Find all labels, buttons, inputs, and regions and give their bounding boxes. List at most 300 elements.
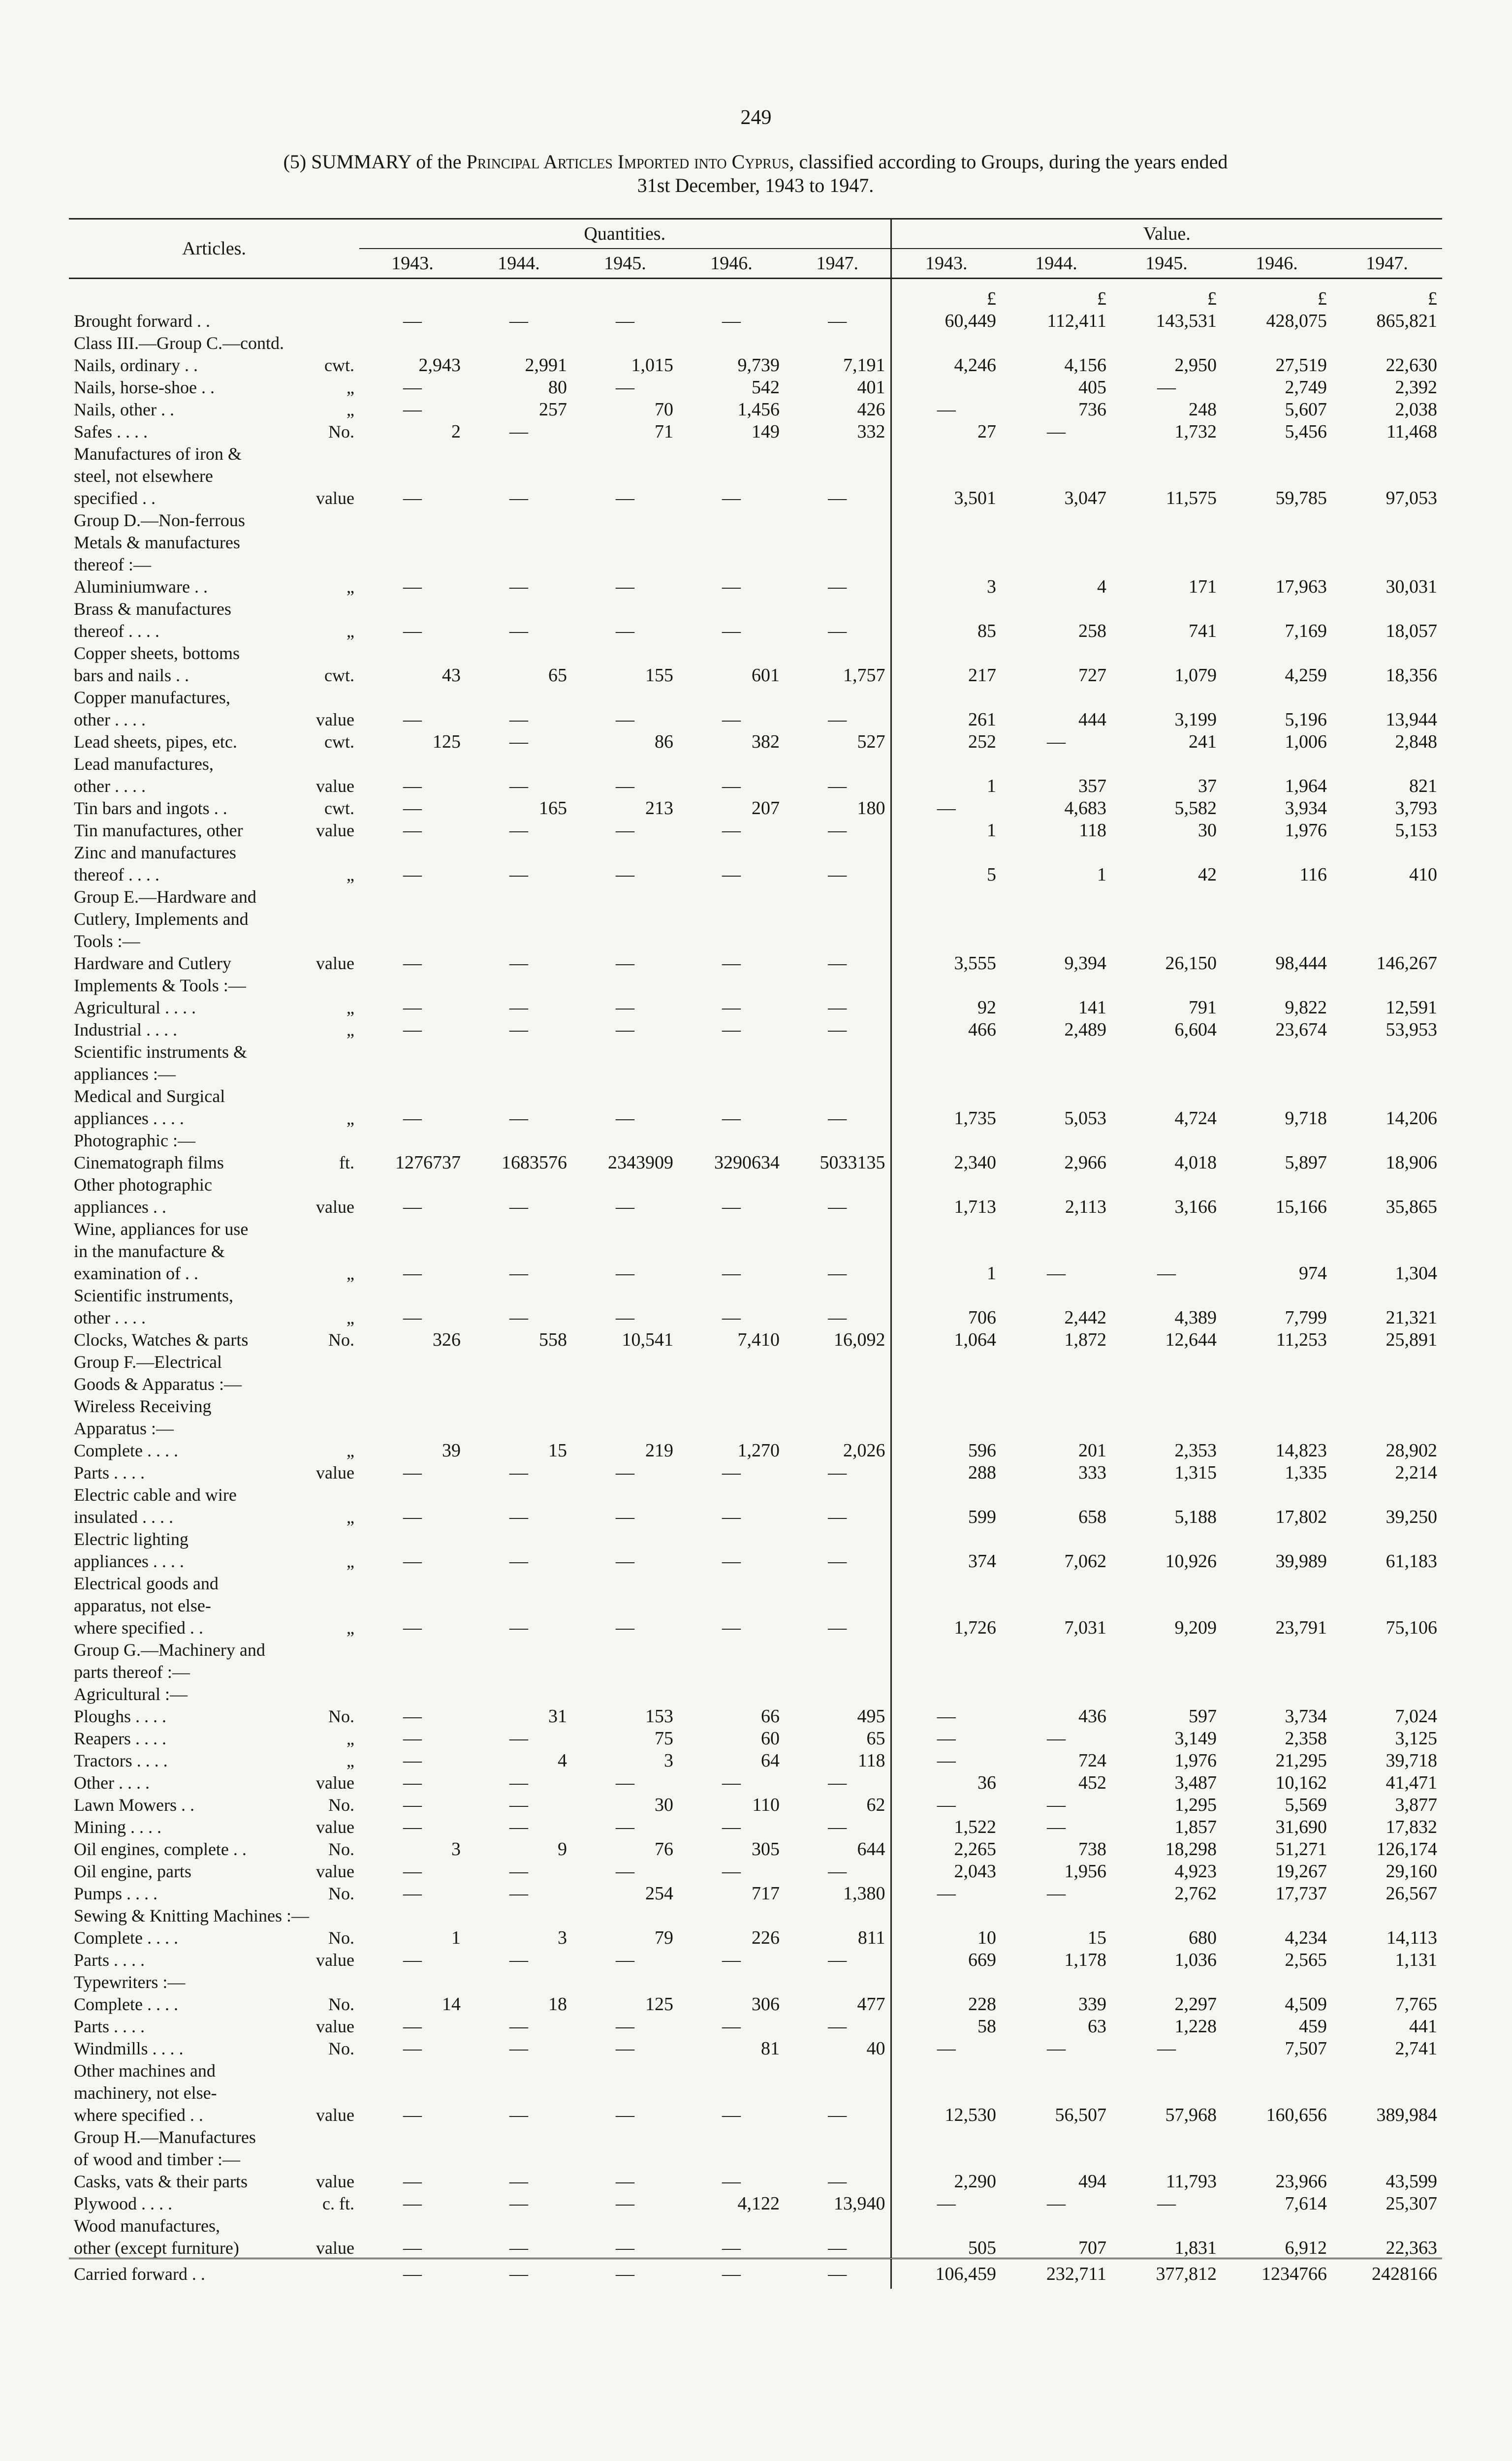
value-cell: 11,575 [1166, 488, 1217, 508]
quantity-cell: 81 [761, 2038, 780, 2059]
empty-cell [785, 641, 891, 663]
quantity-cell: 2,943 [418, 355, 461, 376]
article-unit: „ [346, 1618, 354, 1638]
value-cell: — [1157, 2193, 1176, 2214]
quantity-cell: — [403, 1462, 422, 1483]
article-unit: value [316, 2017, 354, 2036]
table-row [69, 574, 1442, 597]
quantity-cell: — [678, 2259, 785, 2289]
empty-cell [572, 1593, 678, 1615]
quantity-cell: — [616, 2238, 634, 2258]
value-cell: 7,024 [1395, 1706, 1438, 1727]
quantity-cell: 1,270 [737, 1440, 780, 1461]
empty-cell [1001, 1217, 1111, 1239]
quantity-cell: — [403, 399, 422, 420]
table-row [69, 1925, 1442, 1948]
empty-cell [1111, 1283, 1222, 1305]
article-label-line: in the manufacture & [74, 1241, 225, 1261]
empty-cell [572, 1062, 678, 1084]
empty-cell [1332, 1217, 1442, 1239]
quantity-cell: 40 [866, 2038, 885, 2059]
article-unit: „ [346, 621, 354, 641]
empty-cell [1332, 1527, 1442, 1549]
article-label-line: Scientific instruments & [74, 1042, 247, 1062]
empty-cell [1111, 2147, 1222, 2169]
value-cell: 1,131 [1395, 1950, 1438, 1970]
value-cell: 669 [891, 1948, 1001, 1970]
empty-cell [1332, 1172, 1442, 1195]
empty-cell [1111, 973, 1222, 995]
empty-cell [678, 1394, 785, 1416]
value-cell: 9,394 [1064, 953, 1107, 974]
article-unit: No. [328, 1330, 354, 1350]
empty-cell [1332, 1394, 1442, 1416]
empty-cell [785, 929, 891, 951]
article-label [69, 1859, 359, 1881]
empty-cell [1222, 1217, 1332, 1239]
article-label [69, 1837, 359, 1859]
table-row [69, 2014, 1442, 2036]
value-cell: 2,565 [1285, 1950, 1327, 1970]
quantity-cell: — [722, 1108, 741, 1129]
quantity-cell: — [828, 2171, 847, 2192]
article-unit: value [316, 710, 354, 729]
quantity-cell: 1,757 [843, 665, 885, 686]
value-cell: 261 [891, 707, 1001, 729]
quantity-cell: — [509, 1307, 528, 1328]
quantity-cell: 326 [433, 1329, 461, 1350]
quantity-cell: — [616, 2171, 634, 2192]
quantity-cell: — [722, 2016, 741, 2037]
empty-cell [1332, 1128, 1442, 1150]
empty-cell [678, 907, 785, 929]
empty-cell [891, 641, 1001, 663]
value-cell: 1,522 [891, 1815, 1001, 1837]
article-name: examination of . . [74, 1263, 198, 1283]
empty-cell [572, 2081, 678, 2103]
table-row [69, 1305, 1442, 1327]
article-name: thereof . . . . [74, 621, 159, 641]
article-name: Other . . . . [74, 1773, 150, 1793]
empty-cell [572, 1394, 678, 1416]
empty-cell [1332, 1372, 1442, 1394]
label-row [69, 1394, 1442, 1416]
label-row [69, 1239, 1442, 1261]
label-row [69, 1040, 1442, 1062]
article-label [69, 1925, 359, 1948]
article-label [69, 1106, 359, 1128]
empty-cell [572, 1283, 678, 1305]
quantity-cell: 7,410 [737, 1329, 780, 1350]
empty-cell [891, 1394, 1001, 1416]
quantity-cell: 43 [442, 665, 461, 686]
value-cell: 3,199 [1174, 709, 1217, 730]
value-cell: 7,799 [1285, 1307, 1327, 1328]
empty-cell [678, 884, 785, 907]
quantity-cell: 213 [645, 798, 673, 819]
empty-cell [1111, 597, 1222, 619]
empty-cell [891, 884, 1001, 907]
value-cell: 599 [891, 1505, 1001, 1527]
value-cell: 5,607 [1285, 399, 1327, 420]
empty-cell [572, 1483, 678, 1505]
empty-cell [891, 2081, 1001, 2103]
article-name: thereof . . . . [74, 865, 159, 884]
article-name: appliances . . . . [74, 1108, 184, 1128]
empty-cell [1111, 685, 1222, 707]
value-cell: 3,734 [1285, 1706, 1327, 1727]
article-label [69, 1815, 359, 1837]
empty-cell [1332, 1350, 1442, 1372]
label-row [69, 1350, 1442, 1372]
quantity-cell: 9,739 [737, 355, 780, 376]
value-cell: 1,315 [1174, 1462, 1217, 1483]
value-cell: 865,821 [1376, 311, 1438, 331]
empty-cell [466, 2147, 572, 2169]
table-row [69, 2169, 1442, 2191]
empty-cell [1222, 907, 1332, 929]
value-cell: — [1047, 1817, 1066, 1837]
article-label [69, 663, 359, 685]
value-cell: 4,246 [891, 353, 1001, 375]
empty-cell [891, 1040, 1001, 1062]
empty-cell [359, 1062, 466, 1084]
quantity-cell: — [403, 709, 422, 730]
quantity-cell: — [403, 2016, 422, 2037]
article-unit: No. [328, 1928, 354, 1948]
empty-cell [1111, 1638, 1222, 1660]
quantity-cell: 31 [548, 1706, 567, 1727]
quantity-cell: 332 [857, 421, 885, 442]
quantity-cell: — [828, 1861, 847, 1882]
empty-cell [466, 1040, 572, 1062]
value-cell: 25,307 [1386, 2193, 1438, 2214]
value-cell: 5,188 [1174, 1507, 1217, 1527]
empty-cell [1222, 1593, 1332, 1615]
empty-cell [1111, 1128, 1222, 1150]
empty-cell [1222, 685, 1332, 707]
article-unit: value [316, 488, 354, 508]
quantity-cell: — [509, 1551, 528, 1572]
value-cell: 1,956 [1064, 1861, 1107, 1882]
value-cell: 17,832 [1386, 1817, 1438, 1837]
value-cell: — [891, 796, 1001, 818]
quantity-cell: 1,015 [631, 355, 673, 376]
quantity-cell: 76 [655, 1839, 673, 1860]
quantity-cell: — [509, 621, 528, 641]
quantity-cell: — [616, 2193, 634, 2214]
value-cell: 444 [1078, 709, 1107, 730]
currency-row [69, 279, 1442, 309]
empty-cell [466, 1571, 572, 1593]
value-cell: 2,966 [1064, 1152, 1107, 1173]
article-label-line: Other machines and [74, 2061, 216, 2081]
empty-cell [891, 552, 1001, 574]
empty-cell [678, 530, 785, 552]
empty-cell [572, 1571, 678, 1593]
empty-cell [1332, 685, 1442, 707]
article-name: Parts . . . . [74, 2017, 145, 2036]
quantity-cell: — [509, 820, 528, 841]
value-cell: 3 [891, 574, 1001, 597]
value-cell: 1,006 [1285, 731, 1327, 752]
empty-cell [1222, 1416, 1332, 1438]
empty-cell [1001, 2125, 1111, 2147]
quantity-cell: — [403, 1197, 422, 1217]
value-cell: 241 [1189, 731, 1217, 752]
empty-cell [359, 464, 466, 486]
empty-cell [572, 929, 678, 951]
article-label-line: Typewriters :— [74, 1972, 186, 1992]
empty-cell [1001, 973, 1111, 995]
quantity-cell: — [509, 953, 528, 974]
empty-cell [891, 2213, 1001, 2236]
quantity-cell: 71 [655, 421, 673, 442]
article-name: Tin manufactures, other [74, 820, 243, 840]
table-row [69, 1859, 1442, 1881]
article-label [69, 1704, 359, 1726]
empty-cell [466, 1128, 572, 1150]
article-label [69, 1615, 359, 1638]
empty-cell [1111, 907, 1222, 929]
article-unit: „ [346, 865, 354, 884]
quantity-cell: 16,092 [834, 1329, 885, 1350]
value-cell: 11,468 [1386, 421, 1438, 442]
value-cell: 1234766 [1222, 2259, 1332, 2289]
empty-cell [359, 2058, 466, 2081]
empty-cell [1111, 2081, 1222, 2103]
empty-cell [678, 752, 785, 774]
article-label [69, 1438, 359, 1460]
value-cell: 31,690 [1275, 1817, 1327, 1837]
total-row [69, 2259, 1442, 2289]
quantity-cell: — [828, 2016, 847, 2037]
empty-cell [1111, 1527, 1222, 1549]
table-row [69, 1881, 1442, 1903]
quantity-cell: — [509, 864, 528, 885]
value-cell: 339 [1078, 1994, 1107, 2015]
label-row [69, 1660, 1442, 1682]
value-cell: 2,297 [1174, 1994, 1217, 2015]
empty-cell [1332, 1970, 1442, 1992]
quantity-cell: — [828, 1772, 847, 1793]
value-cell: 18,298 [1165, 1839, 1217, 1860]
empty-cell [572, 641, 678, 663]
empty-cell [466, 1062, 572, 1084]
empty-cell [785, 1394, 891, 1416]
label-row [69, 552, 1442, 574]
value-cell: 118 [1079, 820, 1107, 841]
empty-cell [1111, 1593, 1222, 1615]
empty-cell [1111, 1239, 1222, 1261]
quantity-cell: — [616, 1507, 634, 1527]
empty-cell [891, 1350, 1001, 1372]
table-row [69, 1815, 1442, 1837]
value-cell: — [1157, 2038, 1176, 2059]
quantity-cell: — [509, 1795, 528, 1815]
table-row [69, 1549, 1442, 1571]
empty-cell [678, 1682, 785, 1704]
quantity-cell: — [403, 1728, 422, 1749]
empty-cell [1332, 2058, 1442, 2081]
value-cell: 2,113 [1065, 1197, 1107, 1217]
quantity-cell: — [722, 1617, 741, 1638]
quantity-cell: — [616, 1197, 634, 1217]
empty-cell [572, 840, 678, 862]
value-cell: 7,614 [1285, 2193, 1327, 2214]
table-row [69, 1327, 1442, 1350]
value-cell: 1,064 [891, 1327, 1001, 1350]
label-row [69, 1593, 1442, 1615]
quantity-cell: 10,541 [622, 1329, 673, 1350]
value-cell: 1,726 [891, 1615, 1001, 1638]
article-name: Safes . . . . [74, 422, 148, 442]
empty-cell [1111, 1172, 1222, 1195]
empty-cell [572, 907, 678, 929]
value-cell: — [1047, 1263, 1066, 1284]
article-label-line: Electrical goods and [74, 1574, 219, 1593]
empty-cell [466, 1638, 572, 1660]
empty-cell [1332, 552, 1442, 574]
quantity-cell: 80 [548, 377, 567, 398]
article-name: Parts . . . . [74, 1463, 145, 1483]
value-cell: 1,178 [1064, 1950, 1107, 1970]
value-cell: 1,872 [1064, 1329, 1107, 1350]
empty-cell [785, 1172, 891, 1195]
quantity-cell: 477 [857, 1994, 885, 2015]
empty-cell [1332, 641, 1442, 663]
article-unit: value [316, 776, 354, 796]
quantity-cell: 62 [866, 1795, 885, 1815]
quantity-cell: — [722, 864, 741, 885]
quantity-cell: 5033135 [819, 1152, 885, 1173]
year-header: 1944. [1001, 249, 1111, 279]
quantity-cell: — [509, 1263, 528, 1284]
empty-cell [785, 1416, 891, 1438]
article-label [69, 1505, 359, 1527]
value-cell: — [1047, 2193, 1066, 2214]
article-name: other . . . . [74, 1308, 146, 1327]
value-cell: 27 [891, 419, 1001, 442]
quantity-cell: 1683576 [502, 1152, 567, 1173]
quantity-cell: — [616, 1307, 634, 1328]
empty-cell [785, 508, 891, 530]
quantity-cell: — [828, 311, 847, 331]
empty-cell [466, 464, 572, 486]
value-cell: — [1047, 731, 1066, 752]
value-cell: 2,489 [1064, 1019, 1107, 1040]
empty-cell [1001, 907, 1111, 929]
article-label [69, 1305, 359, 1327]
empty-cell [891, 1372, 1001, 1394]
value-cell: 75,106 [1386, 1617, 1438, 1638]
article-label-line: Copper manufactures, [74, 688, 230, 707]
quantity-cell: — [722, 1307, 741, 1328]
empty-cell [785, 442, 891, 464]
value-cell: 5,569 [1285, 1795, 1327, 1815]
value-cell: 2,762 [1174, 1883, 1217, 1904]
empty-cell [359, 1172, 466, 1195]
empty-cell [359, 552, 466, 574]
empty-cell [466, 1239, 572, 1261]
empty-cell [1001, 2058, 1111, 2081]
value-cell: 727 [1078, 665, 1107, 686]
label-row [69, 2213, 1442, 2236]
table-row [69, 1770, 1442, 1793]
empty-cell [678, 929, 785, 951]
empty-cell [359, 2081, 466, 2103]
empty-cell [678, 597, 785, 619]
empty-cell [678, 1062, 785, 1084]
empty-cell [678, 1128, 785, 1150]
empty-cell [891, 1239, 1001, 1261]
empty-cell [1222, 530, 1332, 552]
empty-cell [359, 1970, 466, 1992]
quantity-cell: — [722, 2171, 741, 2192]
empty-cell [359, 1903, 466, 1925]
label-row [69, 1062, 1442, 1084]
label-row [69, 1217, 1442, 1239]
empty-cell [678, 1638, 785, 1660]
quantity-cell: — [403, 1263, 422, 1284]
article-name: Nails, other . . [74, 400, 174, 419]
empty-cell [1111, 1416, 1222, 1438]
article-unit: value [316, 1463, 354, 1483]
value-cell: 1,036 [1174, 1950, 1217, 1970]
table-row [69, 419, 1442, 442]
quantity-cell: 3 [451, 1839, 461, 1860]
article-name: Agricultural . . . . [74, 998, 196, 1017]
quantity-cell: — [403, 488, 422, 508]
empty-cell [1001, 1483, 1111, 1505]
empty-cell [466, 1682, 572, 1704]
quantity-cell: 2343909 [608, 1152, 673, 1173]
value-cell: 597 [1189, 1706, 1217, 1727]
quantity-cell: 3 [664, 1750, 673, 1771]
empty-cell [678, 685, 785, 707]
value-cell: 232,711 [1001, 2259, 1111, 2289]
quantity-cell: — [509, 731, 528, 752]
empty-cell [1111, 840, 1222, 862]
empty-cell [1001, 1350, 1111, 1372]
empty-cell [466, 2213, 572, 2236]
quantity-cell: 257 [539, 399, 567, 420]
value-cell: 14,823 [1275, 1440, 1327, 1461]
value-cell: 9,209 [1174, 1617, 1217, 1638]
value-cell: 143,531 [1156, 311, 1217, 331]
article-label [69, 2103, 359, 2125]
article-unit: value [316, 1197, 354, 1217]
quantity-cell: 254 [645, 1883, 673, 1904]
empty-cell [891, 1638, 1001, 1660]
quantity-cell: — [616, 864, 634, 885]
quantity-cell: 60 [761, 1728, 780, 1749]
empty-cell [572, 1350, 678, 1372]
value-cell: 10,162 [1275, 1772, 1327, 1793]
empty-cell [1001, 1903, 1111, 1925]
empty-cell [1222, 1571, 1332, 1593]
value-cell: 4,683 [1064, 798, 1107, 819]
value-cell: 1 [891, 774, 1001, 796]
value-cell: 19,267 [1275, 1861, 1327, 1882]
value-cell: — [891, 1726, 1001, 1748]
article-label-line: Scientific instruments, [74, 1286, 233, 1305]
value-cell: 706 [891, 1305, 1001, 1327]
quantity-cell: — [403, 798, 422, 819]
quantity-cell: — [403, 1551, 422, 1572]
quantity-cell: 401 [857, 377, 885, 398]
table-row [69, 1017, 1442, 1040]
